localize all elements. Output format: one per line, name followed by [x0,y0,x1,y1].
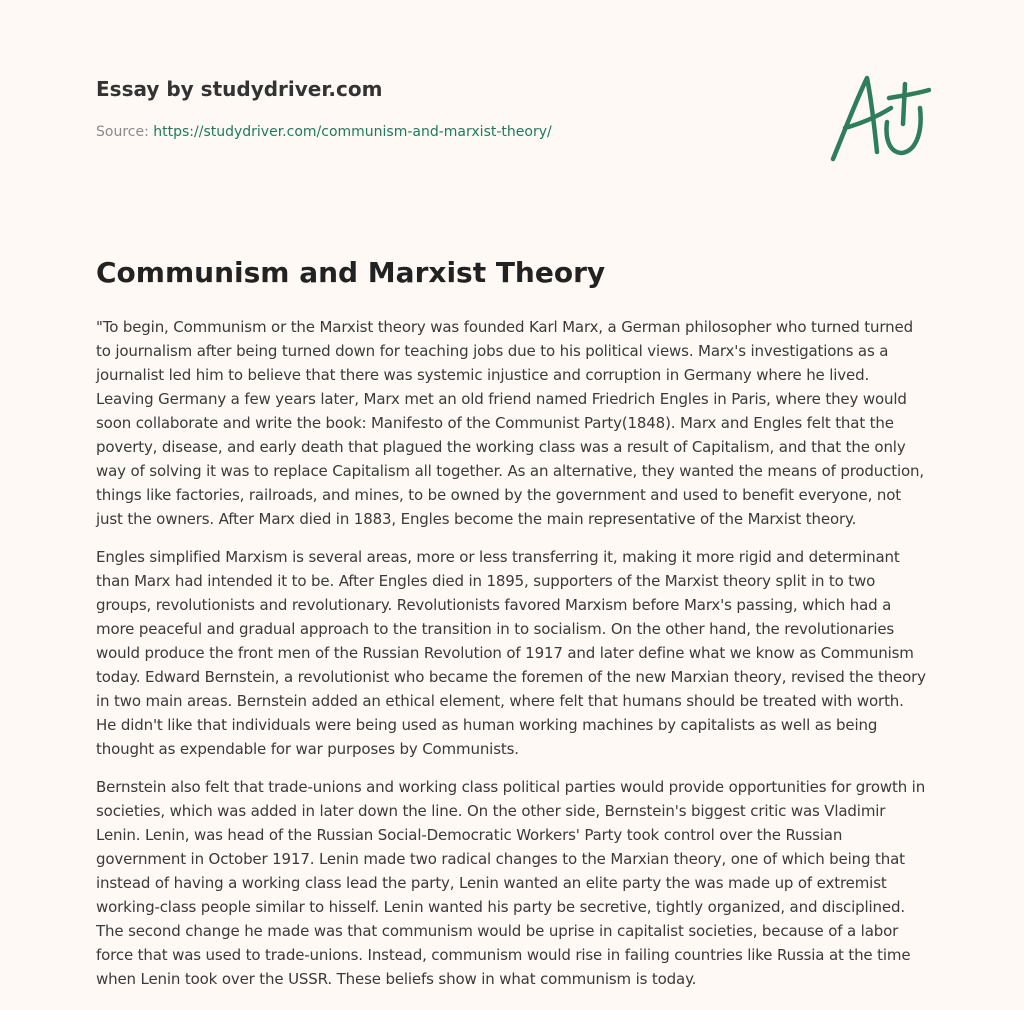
essay-paragraph: Engles simplified Marxism is several areas, more or less transferring it, making it more rigid and determinant than Marx had intended it to be. After Engles died in 1895, supporters of the Marxist theory split in to two groups, revolutionists and revolutionary. Revolutionists favored Marxism before Marx's passing, which had a more peaceful and gradual approach to the transition in to socialism. On the other hand, the revolutionaries would produce the front men of the Russian Revolution of 1917 and later define what we know as Communism today. Edward Bernstein, a revolutionist who became the foremen of the new Marxian theory, revised the theory in two main areas. Bernstein added an ethical element, where felt that humans should be treated with worth. He didn't like that individuals were being used as human working machines by capitalists as well as being thought as expendable for war purposes by Communists. [96,548,926,758]
source-link[interactable]: https://studydriver.com/communism-and-marxist-theory/ [153,124,552,140]
page-header [96,0,928,200]
source-label: Source: [96,124,149,140]
a-plus-logo-icon [827,68,931,164]
essay-paragraph: Bernstein also felt that trade-unions and working class political parties would provide opportunities for growth in societies, which was added in later down the line. On the other side, Bernstein's biggest critic was Vladimir Lenin. Lenin, was head of the Russian Social-Democratic Workers' Party took control over the Russian government in October 1917. Lenin made two radical changes to the Marxian theory, one of which being that instead of having a working class lead the party, Lenin wanted an elite party the was made up of extremist working-class people similar to hisself. Lenin wanted his party be secretive, tightly organized, and disciplined. The second change he made was that communism would be uprise in capitalist societies, because of a labor force that was used to trade-unions. Instead, communism would rise in failing countries like Russia at the time when Lenin took over the USSR. These beliefs show in what communism is today. [96,778,926,988]
essay-paragraph: "To begin, Communism or the Marxist theory was founded Karl Marx, a German philosopher who turned turned to journalism after being turned down for teaching jobs due to his political views. Marx's investigations as a journalist led him to believe that there was systemic injustice and corruption in Germany where he lived. Leaving Germany a few years later, Marx met an old friend named Friedrich Engles in Paris, where they would soon collaborate and write the book: Manifesto of the Communist Party(1848). Marx and Engles felt that the poverty, disease, and early death that plagued the working class was a result of Capitalism, and that the only way of solving it was to replace Capitalism all together. As an alternative, they wanted the means of production, things like factories, railroads, and mines, to be owned by the government and used to benefit everyone, not just the owners. After Marx died in 1883, Engles become the main representative of the Marxist theory. [96,318,925,528]
source-line [96,124,552,140]
brand-title: Essay by studydriver.com [96,77,383,101]
essay-body [96,315,928,1005]
essay-title: Communism and Marxist Theory [96,256,606,289]
